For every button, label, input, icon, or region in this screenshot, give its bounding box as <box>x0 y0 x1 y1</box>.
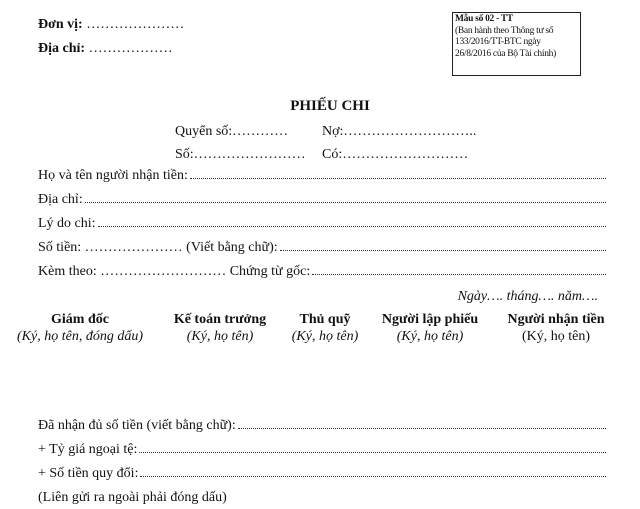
received-input[interactable] <box>238 418 606 429</box>
signature-title: Giám đốc <box>51 312 109 327</box>
unit-line <box>38 17 184 33</box>
signature-title: Thủ quỹ <box>299 312 351 327</box>
address-value[interactable]: ……………… <box>88 41 173 56</box>
reason-label: Lý do chi: <box>38 216 96 231</box>
debit-field[interactable]: Nợ:……………………….. <box>322 124 477 139</box>
recipient-field[interactable] <box>38 168 606 184</box>
signature-note: (Ký, họ tên) <box>291 329 359 344</box>
signature-note: (Ký, họ tên) <box>396 329 464 344</box>
form-number: Mẫu số 02 - TT <box>455 14 513 24</box>
unit-value[interactable]: ………………… <box>86 17 185 32</box>
recipient-address-input[interactable] <box>85 192 606 203</box>
recipient-label: Họ và tên người nhận tiền: <box>38 168 188 183</box>
signature-title: Người nhận tiền <box>507 312 605 327</box>
converted-input[interactable] <box>140 466 606 477</box>
amount-label: Số tiền: ………………… (Viết bằng chữ): <box>38 240 278 255</box>
book-number-field[interactable]: Quyển số:………… <box>175 124 289 139</box>
recipient-input[interactable] <box>190 168 606 179</box>
signature-recipient <box>481 312 631 345</box>
signature-note: (Ký, họ tên, đóng dấu) <box>17 329 143 344</box>
address-label: Địa chỉ: <box>38 41 86 56</box>
stamp-note: (Liên gửi ra ngoài phải đóng dấu) <box>38 490 227 505</box>
signature-director <box>5 312 155 345</box>
amount-words-input[interactable] <box>280 240 606 251</box>
reason-input[interactable] <box>98 216 606 227</box>
original-docs-input[interactable] <box>312 264 606 275</box>
converted-label: + Số tiền quy đổi: <box>38 466 139 481</box>
signature-title: Người lập phiếu <box>381 312 479 327</box>
unit-label: Đơn vị: <box>38 17 83 32</box>
page-title: PHIẾU CHI <box>290 98 370 114</box>
address-line <box>38 41 173 57</box>
attached-field[interactable] <box>38 264 606 280</box>
converted-amount-field[interactable] <box>38 466 606 482</box>
attached-label: Kèm theo: ……………………… Chứng từ gốc: <box>38 264 311 279</box>
received-amount-field[interactable] <box>38 418 606 434</box>
voucher-number-field[interactable]: Số:…………………… <box>175 147 306 162</box>
signature-note: (Ký, họ tên) <box>521 329 591 344</box>
recipient-address-label: Địa chỉ: <box>38 192 83 207</box>
form-date: 26/8/2016 của Bộ Tài chính) <box>455 48 556 59</box>
recipient-address-field[interactable] <box>38 192 606 208</box>
exchange-rate-input[interactable] <box>139 442 606 453</box>
reason-field[interactable] <box>38 216 606 232</box>
form-circular: 133/2016/TT-BTC ngày <box>455 37 541 47</box>
form-number-box <box>452 12 581 76</box>
exchange-rate-field[interactable] <box>38 442 606 458</box>
exchange-rate-label: + Tỷ giá ngoại tệ: <box>38 442 138 457</box>
received-label: Đã nhận đủ số tiền (viết bằng chữ): <box>38 418 236 433</box>
form-issued-by: (Ban hành theo Thông tư số <box>455 25 554 36</box>
signature-title: Kế toán trưởng <box>173 312 267 327</box>
credit-field[interactable]: Có:……………………… <box>322 147 469 162</box>
amount-field[interactable] <box>38 240 606 256</box>
date-line: Ngày…. tháng…. năm…. <box>457 289 598 304</box>
signature-note: (Ký, họ tên) <box>186 329 254 344</box>
